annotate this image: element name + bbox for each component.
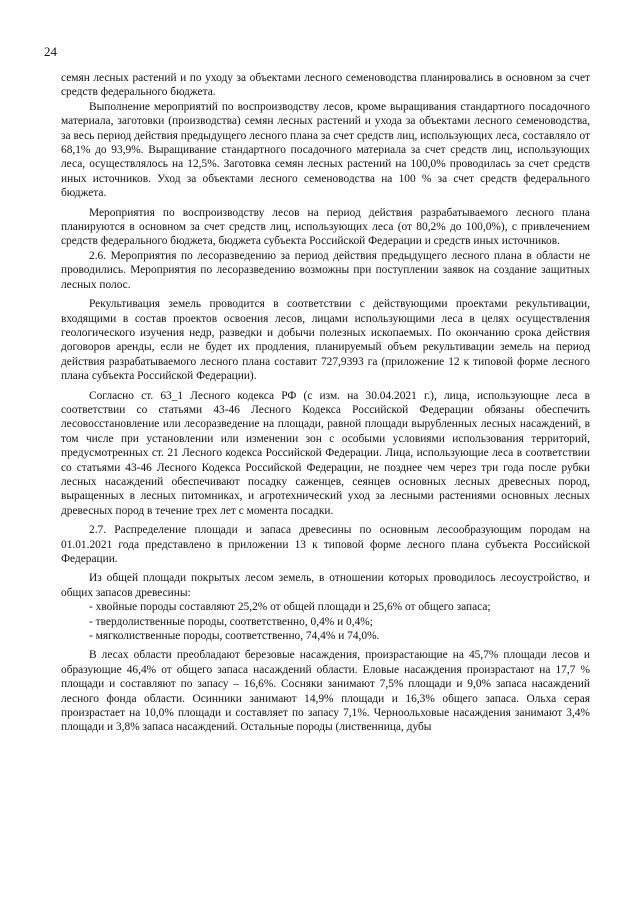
- paragraph-species-distribution: В лесах области преобладают березовые насаждения, произрастающие на 45,7% площади лесов и образующие 46,4% от общего запаса насаждений области. Еловые насаждения произрастают на 17,7 % площади и составляют по запасу – 16,6%. Сосняки занимают 7,5% площади и 9,0% запаса насаждений лесного фонда области. Осинники занимают 14,9% площади и 16,3% общего запаса. Ольха серая произрастает на 10,0% площади и составляет по запасу 7,1%. Черноольховые насаждения занимают 3,4% площади и 3,8% запаса насаждений. Остальные породы (лиственница, дубы: [61, 649, 590, 734]
- list-item-hardwood: - твердолиственные породы, соответственно, 0,4% и 0,4%;: [89, 615, 373, 628]
- paragraph-total-area-intro: Из общей площади покрытых лесом земель, в отношении которых проводилось лесоустройство, и общих запасов древесины:: [61, 572, 590, 599]
- paragraph-section-2-7: 2.7. Распределение площади и запаса древесины по основным лесообразующим породам на 01.01.2021 года представлено в приложении 13 к типовой форме лесного плана субъекта Российской Федерации.: [61, 524, 590, 565]
- paragraph-land-reclamation: Рекультивация земель проводится в соответствии с действующими проектами рекультивации, входящими в состав проектов освоения лесов, лицами использующими леса в целях осуществления геологического изучения недр, разведки и добычи полезных ископаемых. По окончанию срока действия договоров аренды, если не будет их продления, планируемый объем рекультивации земель на период действия разрабатываемого лесного плана составит 727,9393 га (приложение 12 к типовой форме лесного плана субъекта Российской Федерации).: [61, 298, 590, 383]
- paragraph-planned-reproduction: Мероприятия по воспроизводству лесов на период действия разрабатываемого лесного плана планируются в основном за счет средств лиц, использующих леса (от 80,2% до 100,0%), с привлечением средств федерального бюджета, бюджета субъекта Российской Федерации и средств иных источников.: [61, 206, 590, 248]
- list-item-softwood: - мягколиственные породы, соответственно, 74,4% и 74,0%.: [89, 630, 380, 643]
- paragraph-continuation: семян лесных растений и по уходу за объектами лесного семеноводства планировались в основном за счет средств федерального бюджета.: [61, 72, 590, 99]
- paragraph-forest-code-article: Согласно ст. 63_1 Лесного кодекса РФ (с изм. на 30.04.2021 г.), лица, использующие леса в соответствии со статьями 43-46 Лесного Кодекса Российской Федерации обязаны обеспечить лесовосстановление или лесоразведение на площади, равной площади вырубленных лесных насаждений, в том числе при установлении или изменении зон с особыми условиями использования территорий, предусмотренных ст. 21 Лесного кодекса Российской Федерации. Лица, использующие леса в соответствии со статьями 43-46 Лесного Кодекса Российской Федерации, не позднее чем через три года после рубки лесных насаждений обеспечивают посадку саженцев, сеянцев основных лесных древесных пород, выращенных в лесных питомниках, и агротехнический уход за лесными растениями основных лесных древесных пород в течение трех лет с момента посадки.: [61, 389, 590, 517]
- page-body: [61, 71, 590, 735]
- list-item-coniferous: - хвойные породы составляют 25,2% от общей площади и 25,6% от общего запаса;: [89, 601, 491, 614]
- paragraph-reproduction-funding: Выполнение мероприятий по воспроизводству лесов, кроме выращивания стандартного посадочного материала, заготовки (производства) семян лесных растений и ухода за объектами лесного семеноводства, за весь период действия предыдущего лесного плана за счет средств лиц, использующих леса, составляло от 68,1% до 93,9%. Выращивание стандартного посадочного материала за счет средств лиц, использующих леса, осуществлялось на 12,5%. Заготовка семян лесных растений на 100,0% проводилась за счет средств иных источников. Уход за объектами лесного семеноводства на 100 % за счет средств федерального бюджета.: [61, 100, 590, 200]
- paragraph-section-2-6: 2.6. Мероприятия по лесоразведению за период действия предыдущего лесного плана в области не проводились. Мероприятия по лесоразведению возможны при поступлении заявок на создание защитных лесных полос.: [61, 249, 590, 291]
- page-number: 24: [44, 44, 57, 59]
